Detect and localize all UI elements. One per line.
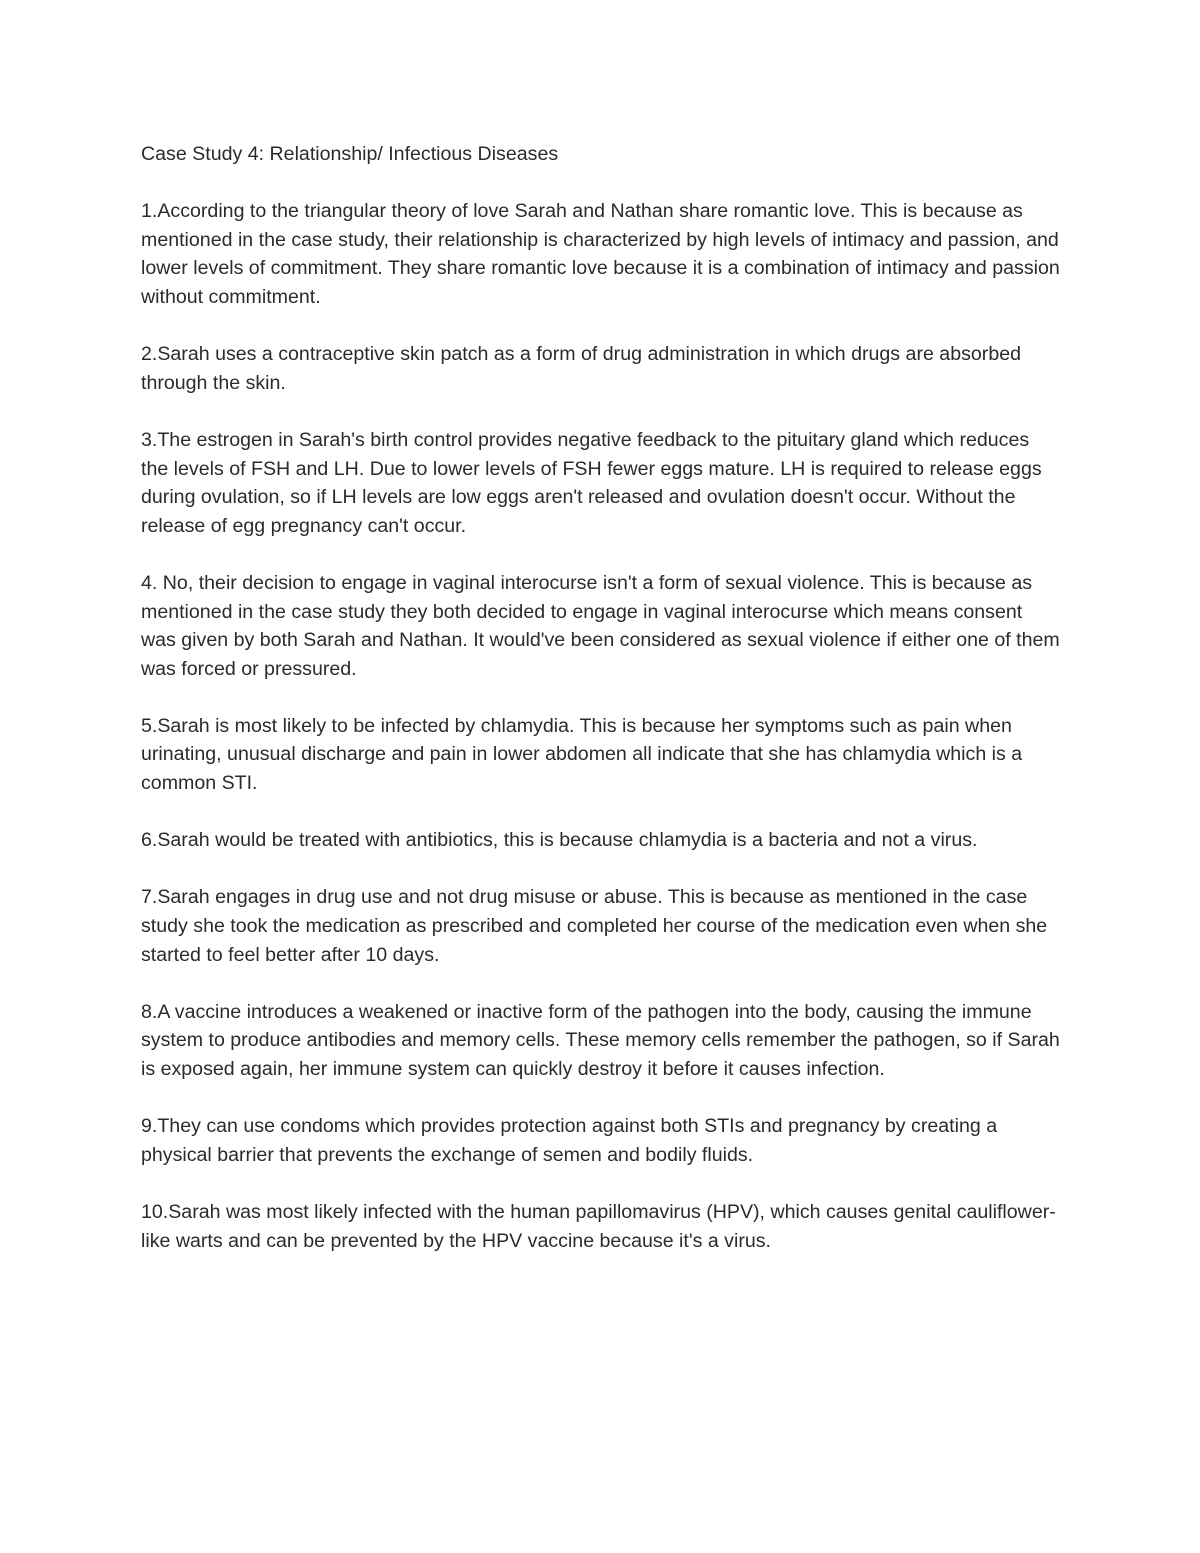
answer-3: 3.The estrogen in Sarah's birth control provides negative feedback to the pituitary gland which reduces the levels of FSH and LH. Due to lower levels of FSH fewer eggs mature. LH is required to release eggs during ovulation, so if LH levels are low eggs aren't released and ovulation doesn't occur. Without the release of egg pregnancy can't occur. (141, 428, 1042, 537)
answer-7: 7.Sarah engages in drug use and not drug misuse or abuse. This is because as mentioned in the case study she took the medication as prescribed and completed her course of the medication even when she started to feel better after 10 days. (141, 886, 1048, 966)
answer-2: 2.Sarah uses a contraceptive skin patch as a form of drug administration in which drugs are absorbed through the skin. (141, 343, 1022, 394)
answer-6: 6.Sarah would be treated with antibiotics, this is because chlamydia is a bacteria and not a virus. (141, 829, 978, 852)
document-title: Case Study 4: Relationship/ Infectious Diseases (141, 143, 559, 165)
answer-1: 1.According to the triangular theory of love Sarah and Nathan share romantic love. This is because as mentioned in the case study, their relationship is characterized by high levels of intimacy and passion, and lower levels of commitment. They share romantic love because it is a combination of intimacy and passion without commitment. (141, 200, 1060, 308)
answer-9: 9.They can use condoms which provides protection against both STIs and pregnancy by creating a physical barrier that prevents the exchange of semen and bodily fluids. (141, 1115, 998, 1166)
answer-10: 10.Sarah was most likely infected with the human papillomavirus (HPV), which causes genital cauliflower- like warts and can be prevented by the HPV vaccine because it's a virus. (141, 1200, 1056, 1252)
document-body (141, 140, 1061, 1284)
answer-5: 5.Sarah is most likely to be infected by chlamydia. This is because her symptoms such as pain when urinating, unusual discharge and pain in lower abdomen all indicate that she has chlamydia which is a common STI. (141, 714, 1023, 795)
answer-4: 4. No, their decision to engage in vaginal interocurse isn't a form of sexual violence. This is because as mentioned in the case study they both decided to engage in vaginal interocurse which means consent was given by both Sarah and Nathan. It would've been considered as sexual violence if either one of them was forced or pressured. (141, 571, 1060, 680)
answer-8: 8.A vaccine introduces a weakened or inactive form of the pathogen into the body, causing the immune system to produce antibodies and memory cells. These memory cells remember the pathogen, so if Sarah is exposed again, her immune system can quickly destroy it before it causes infection. (141, 1000, 1060, 1080)
